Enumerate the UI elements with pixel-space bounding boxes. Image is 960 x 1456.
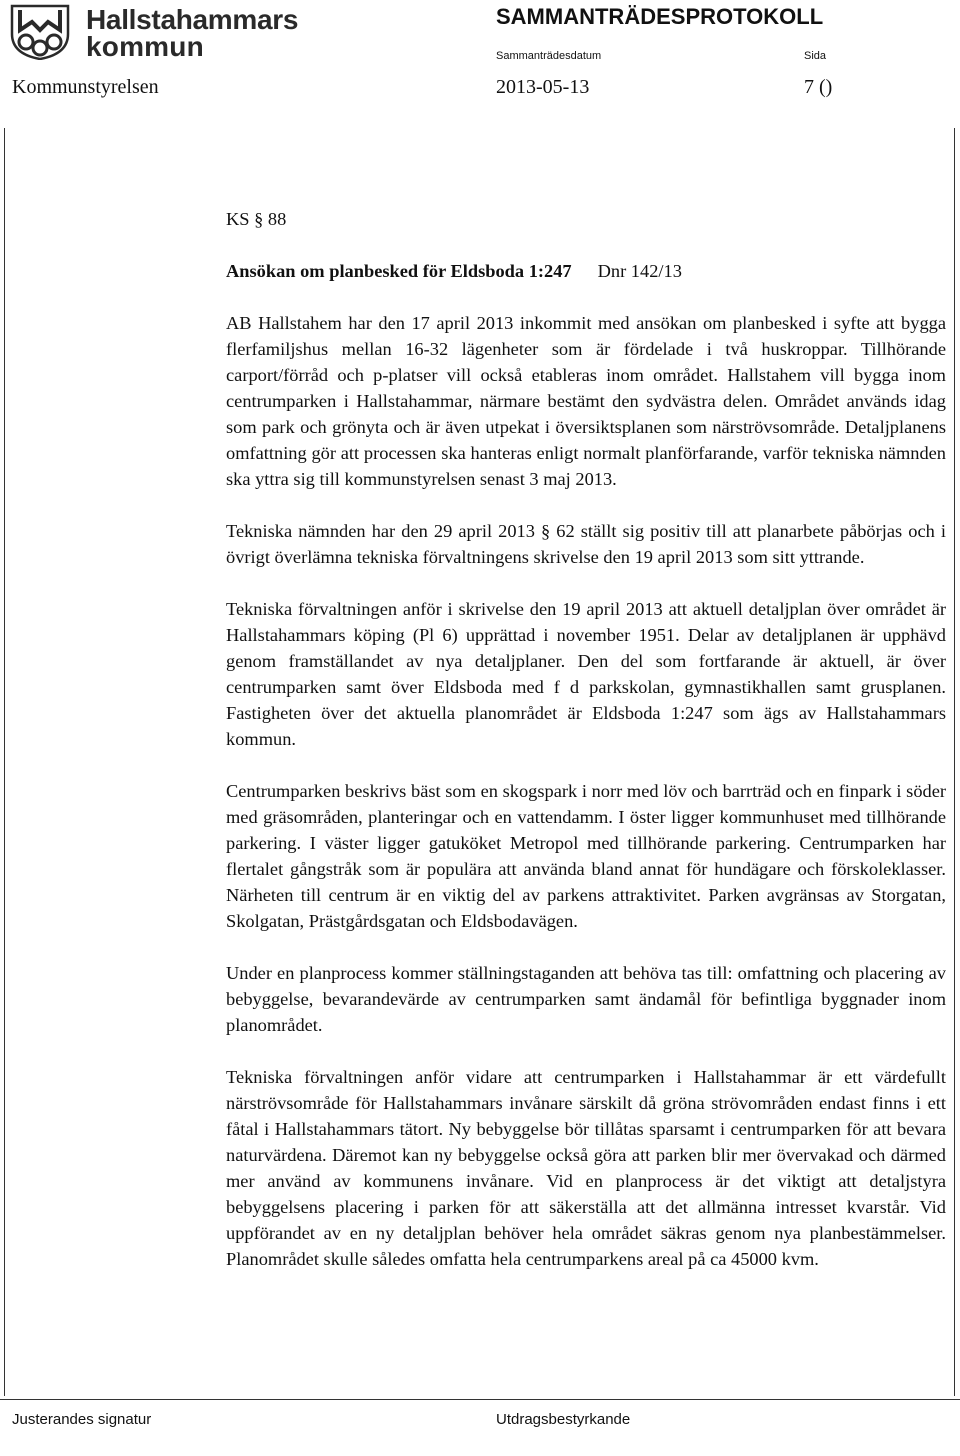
left-margin-rule xyxy=(4,128,5,1396)
municipality-logo xyxy=(10,4,299,62)
logo-wordmark xyxy=(86,6,298,60)
committee-name: Kommunstyrelsen xyxy=(12,76,159,98)
signature-label: Justerandes signatur xyxy=(12,1411,152,1428)
paragraph: Tekniska förvaltningen anför i skrivelse den 19 april 2013 att aktuell detaljplan över området är Hallstahammars köping (Pl 6) upprättad i november 1951. Delar av detaljplanen är upphävd genom framställandet av nya detaljplaner. Den del som fortfarande är aktuell, är över centrumparken samt över Eldsboda med f d parkskolan, gymnastikhallen samt grusplanen. Fastigheten över det aktuella planområdet är Eldsboda 1:247 som ägs av Hallstahammars kommun. xyxy=(226,599,946,749)
paragraph: Tekniska nämnden har den 29 april 2013 § 62 ställt sig positiv till att planarbete påbörjas och i övrigt överlämna tekniska förvaltningens skrivelse den 19 april 2013 som sitt yttrande. xyxy=(226,521,946,567)
right-margin-rule xyxy=(954,128,955,1396)
coat-of-arms-icon xyxy=(10,4,70,60)
logo-line-1: Hallstahammars xyxy=(86,4,299,35)
certifier-label: Utdragsbestyrkande xyxy=(496,1411,631,1428)
section-id: KS § 88 xyxy=(226,209,287,229)
document-body xyxy=(226,206,946,1272)
page-number: 7 () xyxy=(804,76,833,98)
paragraph: Tekniska förvaltningen anför vidare att centrumparken i Hallstahammar är ett värdefullt närströvsområde för Hallstahammars invånare särskilt då gröna strövområden endast finns i ett fåtal i Hallstahammars tätort. Ny bebyggelse bör tillåtas sparsamt i centrumparken för att bevara naturvärdena. Däremot kan ny bebyggelse också göra att parken blir mer övervakad och därmed mer använd av kommunens invånare. Vid en planprocess är det viktigt att detaljstyra bebyggelsens placering i parken för att säkerställa att det allmänna intresset kvarstår. Vid uppförandet av en ny detaljplan behöver hela området säkras genom nya planbestämmelser. Planområdet skulle således omfatta hela centrumparkens areal på ca 45000 kvm. xyxy=(226,1067,946,1269)
meeting-date: 2013-05-13 xyxy=(496,76,590,98)
document-type: SAMMANTRÄDESPROTOKOLL xyxy=(496,4,824,29)
footer-rule xyxy=(0,1399,960,1400)
paragraph: Centrumparken beskrivs bäst som en skogspark i norr med löv och barrträd och en finpark i söder med gräsområden, planteringar och en vattendamm. I öster ligger kommunhuset med tillhörande parkering. I väster ligger gatuköket Metropol med tillhörande parkering. Centrumparken har flertalet gångstråk som är populära att använda bland annat för hundägare och förskoleklasser. Närheten till centrum är en viktig del av parkens attraktivitet. Parken avgränsas av Storgatan, Skolgatan, Prästgårdsgatan och Eldsbodavägen. xyxy=(226,781,946,931)
paragraph: Under en planprocess kommer ställningstaganden att behöva tas till: omfattning och placering av bebyggelse, bevarandevärde av centrumparken samt ändamål för befintliga byggnader inom planområdet. xyxy=(226,963,946,1035)
item-dnr: Dnr 142/13 xyxy=(597,261,682,281)
date-label: Sammanträdesdatum xyxy=(496,50,602,62)
page-label: Sida xyxy=(804,50,827,62)
paragraph: AB Hallstahem har den 17 april 2013 inkommit med ansökan om planbesked i syfte att bygga flerfamiljshus mellan 16-32 lägenheter som är fördelade i två huskroppar. Tillhörande carport/förråd och p-platser vill också etableras inom området. Hallstahem vill bygga inom centrumparken i Hallstahammar, närmare bestämt den sydvästra delen. Området används idag som park och grönyta och är även utpekat i översiktsplanen som närströvsområde. Detaljplanens omfattning gör att processen ska hanteras enligt normalt planförfarande, varför tekniska nämnden ska yttra sig till kommunstyrelsen senast 3 maj 2013. xyxy=(226,313,946,489)
item-heading xyxy=(226,258,946,284)
logo-line-2: kommun xyxy=(86,31,204,62)
item-title: Ansökan om planbesked för Eldsboda 1:247 xyxy=(226,261,572,281)
